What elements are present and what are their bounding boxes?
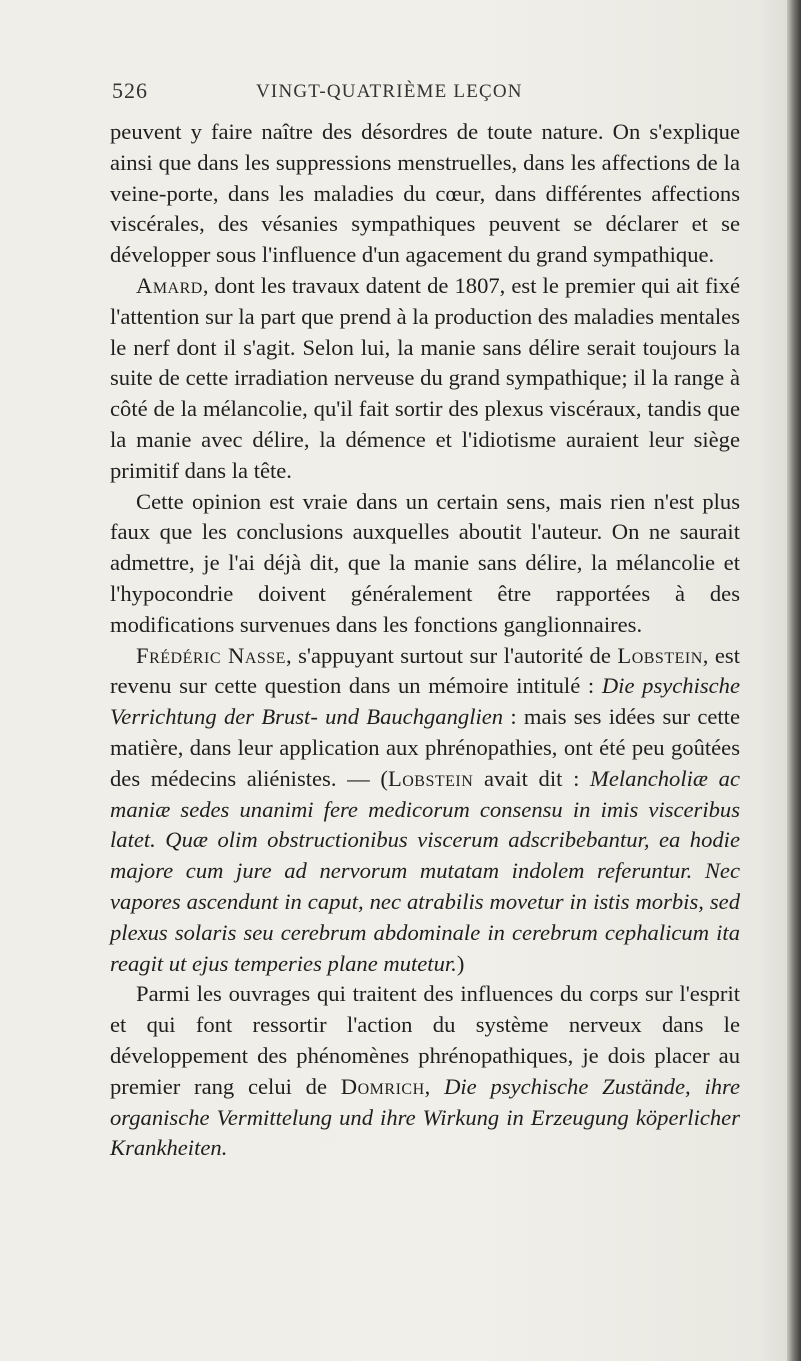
latin-quote: Melancholiæ ac maniæ sedes unanimi fere medicorum consensu in imis visceribus latet. Quæ olim obstructionibus viscerum adscribebantur, ea hodie majore cum jure ad nervorum mutatam indolem referuntur. Nec vapores ascendunt in caput, nec atrabilis movetur in istis morbis, sed plexus solaris seu cerebrum abdominale in cerebrum cephalicum ita reagit ut ejus temperies plane mutetur. bbox=[110, 765, 740, 976]
running-head: VINGT-QUATRIÈME LEÇON bbox=[256, 81, 523, 102]
page-binding-edge bbox=[787, 0, 801, 1361]
paragraph-5 bbox=[110, 979, 740, 1164]
paragraph-1 bbox=[110, 117, 740, 271]
author-name-lobstein-2: Lobstein bbox=[387, 765, 474, 791]
paragraph-4-text-5: ) bbox=[456, 950, 465, 976]
paragraph-5-text-1: Parmi les ouvrages qui traitent des influences du corps sur l'esprit et qui font ressortir l'action du système nerveux dans le développement des phénomènes phrénopathiques, je dois placer au premier rang celui de bbox=[110, 981, 740, 1099]
author-name-amard: Amard bbox=[136, 272, 203, 298]
memoir-title: Die psychische Verrichtung der Brust- und Bauchganglien bbox=[110, 673, 741, 730]
author-name-lobstein: Lobstein bbox=[617, 642, 703, 668]
page-header bbox=[112, 78, 762, 108]
paragraph-4 bbox=[110, 641, 740, 980]
body-text bbox=[110, 117, 740, 1164]
paragraph-3-text: Cette opinion est vraie dans un certain sens, mais rien n'est plus faux que les conclusions auxquelles aboutit l'auteur. On ne saurait admettre, je l'ai déjà dit, que la manie sans délire, la mélancolie et l'hypocondrie doivent généralement être rapportées à des modifications survenues dans les fonctions ganglionnaires. bbox=[110, 488, 740, 637]
author-name-nasse: Frédéric Nasse bbox=[136, 642, 286, 668]
page-number: 526 bbox=[112, 78, 148, 103]
paragraph-3 bbox=[110, 487, 740, 641]
paragraph-5-text-2: , bbox=[424, 1073, 445, 1099]
paragraph-4-text-1: , s'appuyant surtout sur l'autorité de bbox=[285, 642, 618, 668]
book-title: Die psychische Zustände, ihre organische Vermittelung und ihre Wirkung in Erzeugung köperlicher Krankheiten. bbox=[110, 1073, 740, 1161]
paragraph-4-text-2: , est revenu sur cette question dans un mémoire intitulé : bbox=[110, 642, 741, 699]
paragraph-1-text: peuvent y faire naître des désordres de toute nature. On s'explique ainsi que dans les suppressions menstruelles, dans les affections de la veine-porte, dans les maladies du cœur, dans différentes affections viscérales, des vésanies sympathiques peuvent se déclarer et se développer sous l'influence d'un agacement du grand sympathique. bbox=[110, 119, 740, 268]
paragraph-2-text: , dont les travaux datent de 1807, est le premier qui ait fixé l'attention sur la part que prend à la production des maladies mentales le nerf dont il s'agit. Selon lui, la manie sans délire serait toujours la suite de cette irradiation nerveuse du grand sympathique; il la range à côté de la mélancolie, qu'il fait sortir des plexus viscéraux, tandis que la manie avec délire, la démence et l'idiotisme auraient leur siège primitif dans la tête. bbox=[110, 272, 740, 483]
paragraph-4-text-3: : mais ses idées sur cette matière, dans leur application aux phrénopathies, ont été peu goûtées des médecins aliénistes. — ( bbox=[110, 704, 740, 791]
paragraph-4-text-4: avait dit : bbox=[473, 765, 591, 791]
author-name-domrich: Domrich bbox=[340, 1073, 425, 1099]
paragraph-2 bbox=[110, 271, 740, 487]
